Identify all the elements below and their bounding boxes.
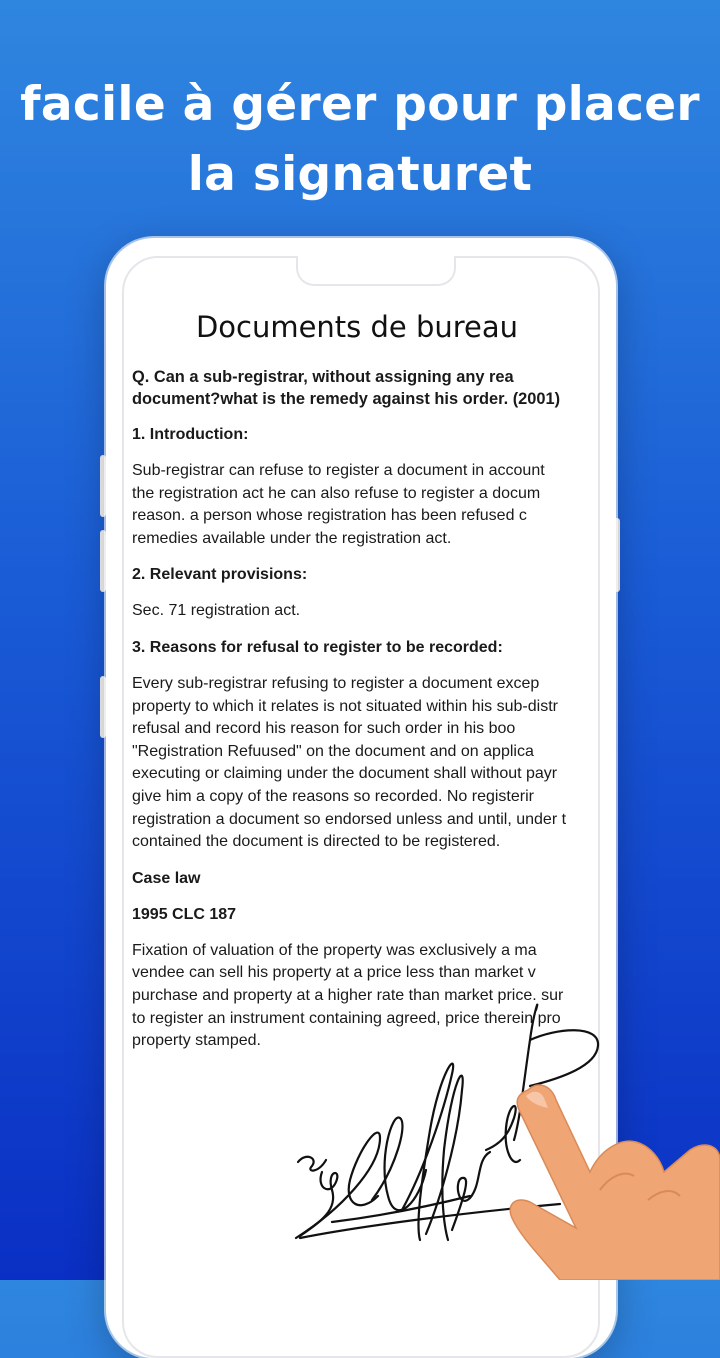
document-view[interactable]	[132, 300, 599, 1100]
headline-line-1: facile à gérer pour placer	[20, 77, 700, 132]
paragraph-line: Sub-registrar can refuse to register a document in account	[132, 462, 545, 479]
paragraph-line: give him a copy of the reasons so recorded. No registerir	[132, 787, 534, 805]
paragraph-line: reason. a person whose registration has been refused c	[132, 507, 527, 525]
paragraph-line: Sec. 71 registration act.	[132, 602, 301, 620]
section-heading: 3. Reasons for refusal to register to be recorded:	[132, 638, 503, 656]
paragraph-line: executing or claiming under the document shall without payr	[132, 765, 558, 783]
question-line: document?what is the remedy against his order. (2001)	[132, 390, 561, 408]
paragraph-line: property stamped.	[132, 1032, 261, 1050]
phone-notch	[296, 256, 456, 286]
section-heading: Case law	[132, 869, 201, 887]
document-question	[132, 366, 599, 410]
paragraph-line: remedies available under the registration act.	[132, 529, 452, 547]
section-heading: 1. Introduction:	[132, 426, 249, 443]
section-paragraph	[132, 460, 599, 550]
paragraph-line: Every sub-registrar refusing to register a document excep	[132, 674, 540, 692]
document-title: Documents de bureau	[195, 310, 519, 344]
paragraph-line: to register an instrument containing agreed, price therein pro	[132, 1009, 561, 1027]
paragraph-line: vendee can sell his property at a price less than market v	[132, 964, 536, 982]
headline-line-2: la signaturet	[187, 147, 533, 202]
paragraph-line: purchase and property at a higher rate than market price. sur	[132, 986, 564, 1004]
paragraph-line: contained the document is directed to be registered.	[132, 833, 501, 851]
paragraph-line: property to which it relates is not situated within his sub-distr	[132, 697, 558, 715]
paragraph-line: Fixation of valuation of the property was exclusively a ma	[132, 941, 537, 959]
section-heading: 1995 CLC 187	[132, 905, 237, 923]
question-line: Q. Can a sub-registrar, without assigning any rea	[132, 368, 514, 386]
headline	[0, 70, 720, 210]
paragraph-line: registration a document so endorsed unless and until, under t	[132, 810, 567, 828]
section-paragraph	[132, 673, 599, 854]
section-heading: 2. Relevant provisions:	[132, 566, 308, 584]
section-paragraph	[132, 940, 599, 1053]
paragraph-line: the registration act he can also refuse to register a docum	[132, 484, 541, 502]
paragraph-line: refusal and record his reason for such order in his boo	[132, 720, 516, 738]
paragraph-line: "Registration Refuused" on the document and on applica	[132, 742, 534, 760]
section-paragraph	[132, 600, 599, 623]
